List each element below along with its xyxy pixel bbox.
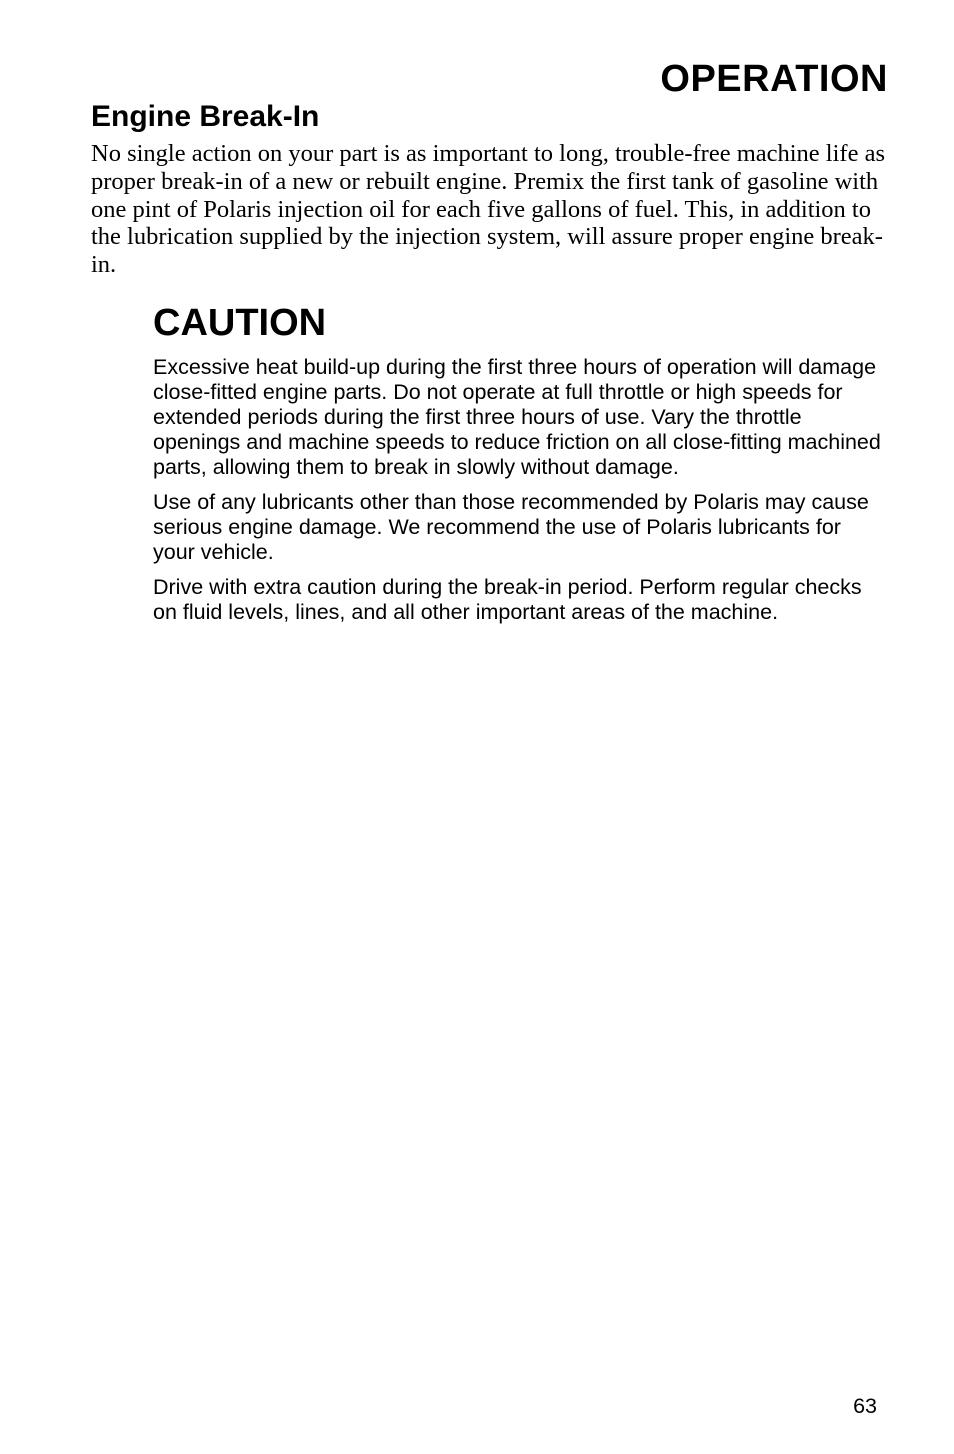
caution-title: CAUTION bbox=[153, 302, 327, 344]
main-content bbox=[91, 98, 891, 279]
caution-paragraph: Drive with extra caution during the break-in period. Perform regular checks on fluid levels, lines, and all other important areas of the machine. bbox=[153, 575, 862, 624]
section-heading: Engine Break-In bbox=[91, 100, 320, 133]
intro-paragraph: No single action on your part is as important to long, trouble-free machine life as proper break-in of a new or rebuilt engine. Premix the first tank of gasoline with one pint of Polaris injection oil for each five gallons of fuel. This, in addition to the lubrication supplied by the injection system, will assure proper engine break-in. bbox=[91, 140, 885, 279]
caution-paragraph: Use of any lubricants other than those recommended by Polaris may cause serious engine damage. We recommend the use of Polaris lubricants for your vehicle. bbox=[153, 490, 869, 564]
section-title: OPERATION bbox=[660, 58, 888, 100]
caution-paragraph: Excessive heat build-up during the first three hours of operation will damage close-fitted engine parts. Do not operate at full throttle or high speeds for extended periods during the first three hours of use. Vary the throttle openings and machine speeds to reduce friction on all close-fitting machined parts, allowing them to break in slowly without damage. bbox=[153, 355, 881, 479]
caution-box bbox=[153, 298, 893, 625]
page-number: 63 bbox=[853, 1394, 877, 1418]
